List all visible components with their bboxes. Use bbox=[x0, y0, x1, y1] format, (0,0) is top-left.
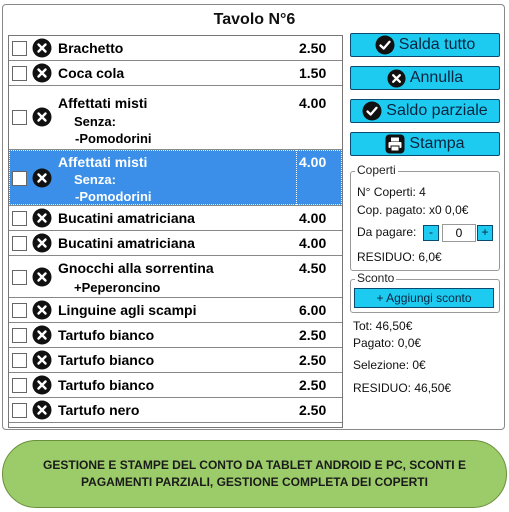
item-checkbox[interactable] bbox=[12, 110, 27, 125]
list-item-selected[interactable] bbox=[9, 150, 342, 206]
list-item[interactable] bbox=[9, 256, 342, 298]
window-title: Tavolo N°6 bbox=[213, 11, 296, 28]
item-price: 2.50 bbox=[299, 327, 327, 343]
list-item[interactable] bbox=[9, 348, 342, 373]
partial-payment-label: Saldo parziale bbox=[386, 102, 488, 119]
list-item[interactable] bbox=[9, 86, 342, 150]
remove-icon[interactable] bbox=[32, 300, 52, 320]
item-price: 2.50 bbox=[299, 352, 327, 368]
covers-group-label: Coperti bbox=[357, 163, 396, 177]
list-item[interactable] bbox=[9, 231, 342, 256]
check-circle-icon bbox=[375, 35, 395, 55]
selection-amount: Selezione: 0€ bbox=[353, 358, 426, 372]
item-name: Tartufo bianco bbox=[58, 327, 155, 343]
discount-group bbox=[350, 271, 500, 313]
item-checkbox[interactable] bbox=[12, 328, 27, 343]
list-item[interactable] bbox=[9, 36, 342, 61]
remove-icon[interactable] bbox=[32, 38, 52, 58]
item-name: Linguine agli scampi bbox=[58, 302, 197, 318]
item-name: Tartufo nero bbox=[58, 402, 140, 418]
promo-banner-text: GESTIONE E STAMPE DEL CONTO DA TABLET ANDROID E PC, SCONTI E PAGAMENTI PARZIALI, GESTIONE COMPLETA DEI COPERTI bbox=[43, 458, 466, 489]
item-modifier: -Pomodorini bbox=[75, 131, 152, 146]
cancel-button[interactable] bbox=[350, 66, 500, 90]
item-checkbox[interactable] bbox=[12, 236, 27, 251]
item-name: Affettati misti bbox=[58, 95, 148, 111]
item-checkbox[interactable] bbox=[12, 378, 27, 393]
remove-icon[interactable] bbox=[32, 325, 52, 345]
item-modifier: Senza: bbox=[74, 172, 116, 187]
item-checkbox[interactable] bbox=[12, 211, 27, 226]
covers-to-pay-stepper[interactable]: 0 bbox=[442, 224, 476, 242]
item-price: 4.00 bbox=[299, 235, 327, 251]
remove-icon[interactable] bbox=[32, 168, 52, 188]
printer-icon bbox=[385, 134, 405, 154]
list-item[interactable] bbox=[9, 61, 342, 86]
list-item[interactable] bbox=[9, 323, 342, 348]
item-checkbox[interactable] bbox=[12, 303, 27, 318]
item-name: Affettati misti bbox=[58, 154, 148, 170]
remove-icon[interactable] bbox=[32, 375, 52, 395]
item-price: 1.50 bbox=[299, 65, 327, 81]
paid-amount: Pagato: 0,0€ bbox=[353, 336, 422, 350]
item-checkbox[interactable] bbox=[12, 41, 27, 56]
remove-icon[interactable] bbox=[32, 233, 52, 253]
pay-all-button[interactable] bbox=[350, 33, 500, 57]
item-name: Bucatini amatriciana bbox=[58, 210, 195, 226]
list-item[interactable] bbox=[9, 206, 342, 231]
cancel-label: Annulla bbox=[409, 69, 464, 86]
list-item[interactable] bbox=[9, 373, 342, 398]
covers-paid: Cop. pagato: x0 0,0€ bbox=[357, 203, 469, 217]
item-price: 4.50 bbox=[299, 260, 327, 276]
total-amount: Tot: 46,50€ bbox=[353, 319, 413, 333]
discount-group-label: Sconto bbox=[357, 271, 395, 285]
check-circle-icon bbox=[362, 101, 382, 121]
item-price: 4.00 bbox=[299, 154, 327, 170]
print-label: Stampa bbox=[409, 135, 465, 152]
list-item[interactable] bbox=[9, 398, 342, 423]
item-checkbox[interactable] bbox=[12, 171, 27, 186]
covers-decrement-button[interactable]: - bbox=[423, 225, 439, 241]
item-price: 4.00 bbox=[299, 95, 327, 111]
promo-banner bbox=[2, 440, 507, 508]
pay-all-label: Salda tutto bbox=[398, 36, 476, 53]
item-modifier: -Pomodorini bbox=[75, 189, 152, 204]
remove-icon[interactable] bbox=[32, 63, 52, 83]
item-price: 2.50 bbox=[299, 40, 327, 56]
add-discount-button[interactable]: + Aggiungi sconto bbox=[354, 288, 494, 308]
column-divider bbox=[296, 150, 297, 205]
close-circle-icon bbox=[387, 69, 406, 88]
remove-icon[interactable] bbox=[32, 400, 52, 420]
item-name: Bucatini amatriciana bbox=[58, 235, 195, 251]
item-checkbox[interactable] bbox=[12, 270, 27, 285]
table-window bbox=[2, 4, 505, 430]
item-modifier: Senza: bbox=[74, 114, 116, 129]
remove-icon[interactable] bbox=[32, 208, 52, 228]
item-price: 2.50 bbox=[299, 377, 327, 393]
remove-icon[interactable] bbox=[32, 350, 52, 370]
item-name: Tartufo bianco bbox=[58, 377, 155, 393]
item-price: 4.00 bbox=[299, 210, 327, 226]
item-checkbox[interactable] bbox=[12, 66, 27, 81]
covers-to-pay-label: Da pagare: bbox=[357, 225, 417, 239]
item-modifier: +Peperoncino bbox=[74, 280, 161, 295]
item-checkbox[interactable] bbox=[12, 403, 27, 418]
covers-increment-button[interactable]: + bbox=[477, 225, 493, 241]
covers-residual: RESIDUO: 6,0€ bbox=[357, 250, 442, 264]
partial-payment-button[interactable] bbox=[350, 99, 500, 123]
item-price: 6.00 bbox=[299, 302, 327, 318]
print-button[interactable] bbox=[350, 132, 500, 156]
item-name: Coca cola bbox=[58, 65, 125, 81]
list-item[interactable] bbox=[9, 298, 342, 323]
item-name: Gnocchi alla sorrentina bbox=[58, 260, 214, 276]
item-name: Tartufo bianco bbox=[58, 352, 155, 368]
item-price: 2.50 bbox=[299, 402, 327, 418]
item-name: Brachetto bbox=[58, 40, 124, 56]
covers-count: N° Coperti: 4 bbox=[357, 185, 426, 199]
residual-amount: RESIDUO: 46,50€ bbox=[353, 381, 452, 395]
remove-icon[interactable] bbox=[32, 107, 52, 127]
item-checkbox[interactable] bbox=[12, 353, 27, 368]
order-list[interactable] bbox=[8, 35, 343, 428]
remove-icon[interactable] bbox=[32, 267, 52, 287]
covers-group bbox=[350, 163, 500, 271]
